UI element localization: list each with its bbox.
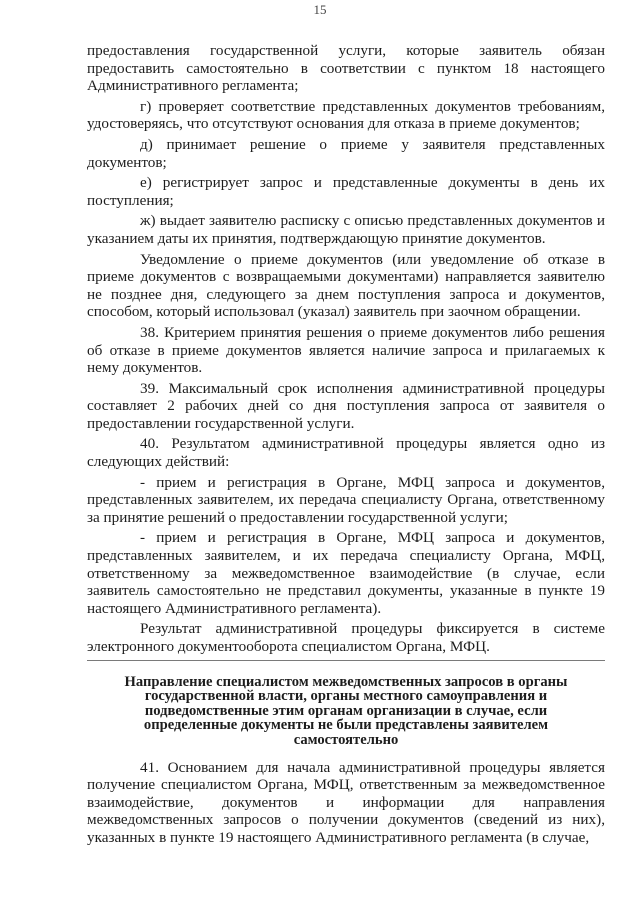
list-item: - прием и регистрация в Органе, МФЦ запроса и документов, представленных заявителем, и их передача специалисту Органа, МФЦ, ответственному за межведомственное взаимодействие (в случае, если заявитель самостоятельно не представил документы, указанные в пункте 19 настоящего Административного регламента). — [87, 529, 605, 617]
paragraph: ж) выдает заявителю расписку с описью представленных документов и указанием даты их принятия, подтверждающую принятие документов. — [87, 212, 605, 247]
paragraph: Результат административной процедуры фиксируется в системе электронного документооборота специалистом Органа, МФЦ. — [87, 620, 605, 655]
paragraph: 38. Критерием принятия решения о приеме документов либо решения об отказе в приеме документов является наличие запроса и прилагаемых к нему документов. — [87, 323, 605, 377]
list-item: - прием и регистрация в Органе, МФЦ запроса и документов, представленных заявителем, их передача специалисту Органа, ответственному за принятие решений о предоставлении государственной услуги; — [87, 473, 605, 526]
divider — [87, 660, 605, 661]
paragraph: г) проверяет соответствие представленных документов требованиям, удостоверяясь, что отсутствуют основания для отказа в приеме документов; — [87, 97, 605, 133]
page-number: 15 — [313, 2, 327, 17]
paragraph: предоставления государственной услуги, которые заявитель обязан предоставить самостоятельно в соответствии с пунктом 18 настоящего Административного регламента; — [87, 42, 605, 95]
paragraph: 40. Результатом административной процедуры является одно из следующих действий: — [87, 435, 605, 471]
paragraph: е) регистрирует запрос и представленные документы в день их поступления; — [87, 174, 605, 209]
paragraph: 39. Максимальный срок исполнения административной процедуры составляет 2 рабочих дней со дня поступления запроса от заявителя о предоставлении государственной услуги. — [87, 379, 605, 432]
paragraph: д) принимает решение о приеме у заявителя представленных документов; — [87, 135, 605, 171]
section-heading: Направление специалистом межведомственных запросов в органы государственной власти, органы местного самоуправления и подведомственные этим органам организации в случае, если определенные документы не были представлены заявителем самостоятельно — [124, 673, 568, 748]
paragraph: Уведомление о приеме документов (или уведомление об отказе в приеме документов с возвращаемыми документами) направляется заявителю не позднее дня, следующего за днем поступления запроса и документов, способом, который использовал (указал) заявитель при заочном обращении. — [87, 250, 605, 321]
document-body — [87, 42, 605, 847]
paragraph: 41. Основанием для начала административной процедуры является получение специалистом Органа, МФЦ, ответственным за межведомственное взаимодействие, документов и информации для направления межведомственных запросов о получении документов (сведений из них), указанных в пункте 19 настоящего Административного регламента (в случае, — [87, 758, 605, 846]
